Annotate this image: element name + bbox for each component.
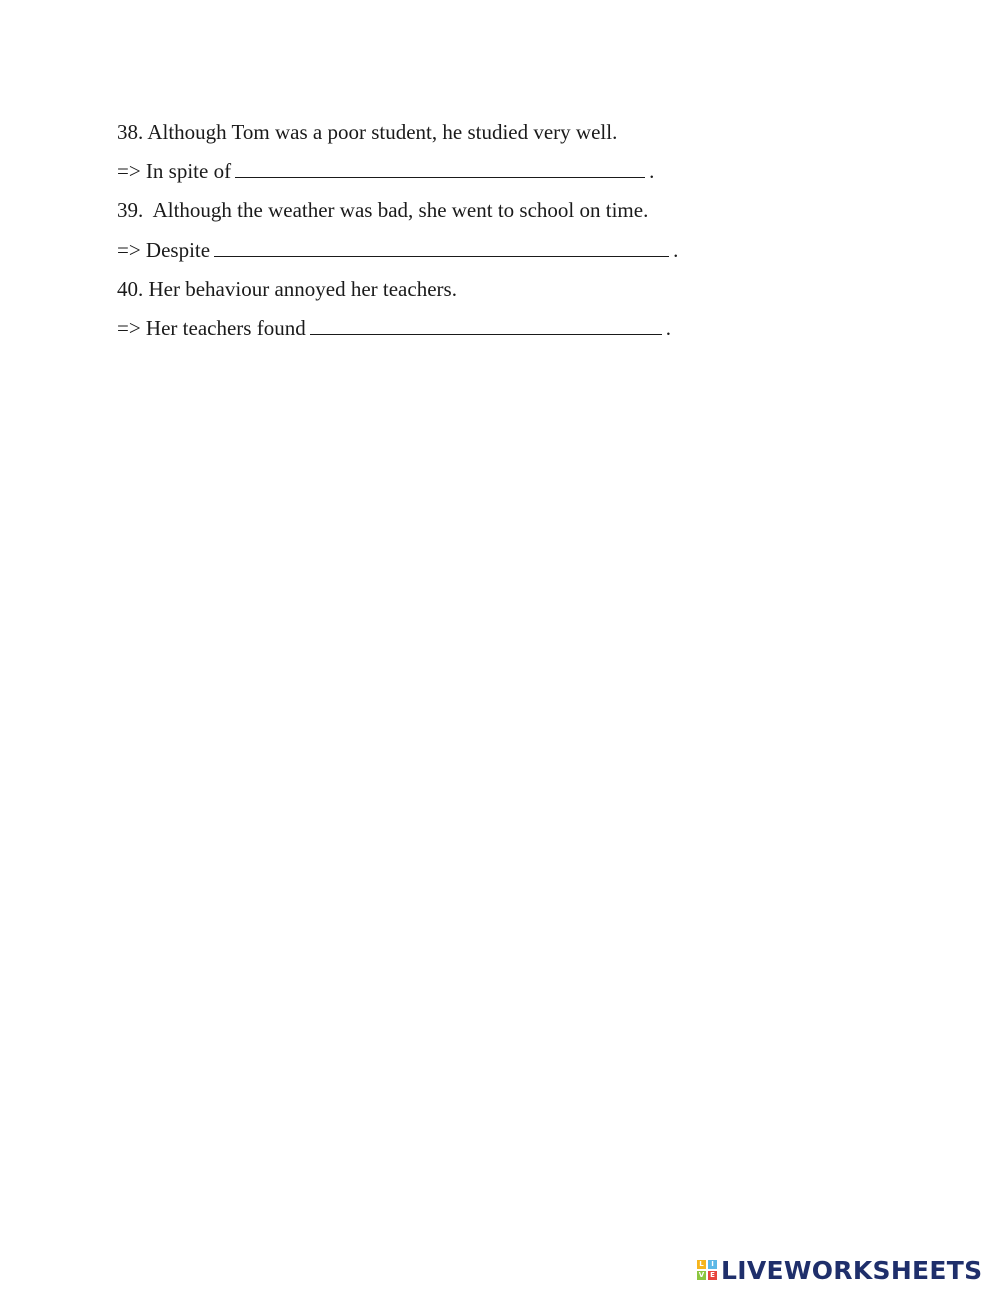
answer-40-suffix: . <box>665 315 671 340</box>
question-39 <box>117 191 817 230</box>
answer-39-row <box>117 231 817 270</box>
answer-40-prefix: => Her teachers found <box>117 315 306 340</box>
answer-38-row <box>117 152 817 191</box>
question-39-prompt: 39. Although the weather was bad, she went to school on time. <box>117 198 649 223</box>
answer-38-prefix: => In spite of <box>117 159 232 184</box>
worksheet <box>117 113 817 348</box>
question-40 <box>117 270 817 309</box>
logo-letter-e: E <box>708 1271 717 1280</box>
answer-39-blank[interactable] <box>214 236 669 257</box>
liveworksheets-logo <box>697 1256 982 1284</box>
logo-letter-v: V <box>698 1271 705 1279</box>
question-38-prompt: 38. Although Tom was a poor student, he studied very well. <box>117 120 618 144</box>
question-38 <box>117 113 817 152</box>
answer-39-prefix: => Despite <box>117 237 211 262</box>
answer-38-blank[interactable] <box>235 157 645 178</box>
answer-38-suffix: . <box>649 159 655 184</box>
logo-letter-i: I <box>708 1260 717 1269</box>
logo-letter-l: L <box>697 1260 706 1269</box>
answer-40-row <box>117 309 817 348</box>
live-blocks-icon <box>697 1260 717 1280</box>
answer-40-blank[interactable] <box>310 314 662 335</box>
brand-name: LIVEWORKSHEETS <box>721 1255 983 1285</box>
answer-39-suffix: . <box>673 237 679 262</box>
question-40-prompt: 40. Her behaviour annoyed her teachers. <box>117 276 457 301</box>
